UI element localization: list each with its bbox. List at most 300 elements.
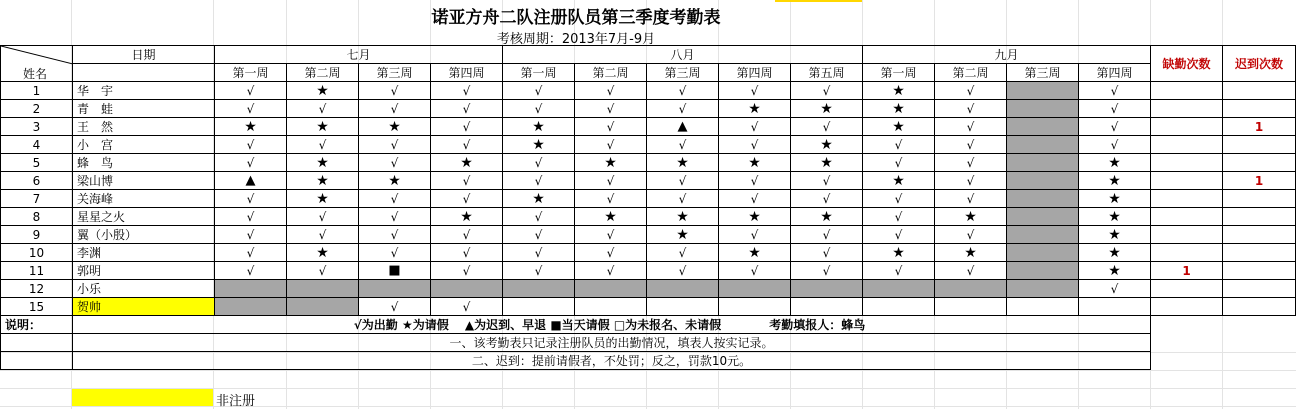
attendance-mark <box>431 172 503 190</box>
attendance-mark <box>359 172 431 190</box>
unavailable-cell <box>719 280 791 298</box>
month-header-aug: 八月 <box>503 46 863 64</box>
check-mark-icon: √ <box>894 227 903 242</box>
check-mark-icon: √ <box>390 137 399 152</box>
attendance-mark <box>503 226 575 244</box>
check-mark-icon: √ <box>894 209 903 224</box>
check-mark-icon: √ <box>894 155 903 170</box>
check-mark-icon: √ <box>462 137 471 152</box>
empty-cell <box>863 298 935 316</box>
week-header: 第二周 <box>935 64 1007 82</box>
attendance-mark <box>935 136 1007 154</box>
member-row <box>1 118 1296 136</box>
attendance-mark <box>503 190 575 208</box>
note-row <box>1 352 1296 370</box>
attendance-mark <box>719 118 791 136</box>
star-icon: ★ <box>748 208 761 225</box>
unavailable-cell <box>1007 154 1079 172</box>
check-mark-icon: √ <box>390 191 399 206</box>
attendance-mark <box>719 154 791 172</box>
blank-header-cell <box>73 64 215 82</box>
attendance-mark <box>1079 208 1151 226</box>
member-number: 12 <box>1 280 73 298</box>
unavailable-cell <box>215 298 287 316</box>
check-mark-icon: √ <box>318 263 327 278</box>
check-mark-icon: √ <box>1110 119 1119 134</box>
check-mark-icon: √ <box>246 227 255 242</box>
attendance-mark <box>431 100 503 118</box>
attendance-mark <box>791 190 863 208</box>
check-mark-icon: √ <box>822 119 831 134</box>
attendance-mark <box>575 136 647 154</box>
attendance-mark <box>863 118 935 136</box>
star-icon: ★ <box>820 208 833 225</box>
member-row <box>1 262 1296 280</box>
late-count <box>1223 100 1296 118</box>
attendance-mark <box>575 100 647 118</box>
check-mark-icon: √ <box>462 83 471 98</box>
attendance-mark <box>719 226 791 244</box>
week-header: 第二周 <box>287 64 359 82</box>
attendance-mark <box>1079 136 1151 154</box>
attendance-mark <box>431 118 503 136</box>
attendance-mark <box>719 262 791 280</box>
check-mark-icon: √ <box>462 191 471 206</box>
blank-cell <box>1 334 73 352</box>
check-mark-icon: √ <box>606 101 615 116</box>
check-mark-icon: √ <box>822 227 831 242</box>
check-mark-icon: √ <box>534 263 543 278</box>
absent-count <box>1151 100 1223 118</box>
unavailable-cell <box>1007 190 1079 208</box>
check-mark-icon: √ <box>822 263 831 278</box>
legend <box>73 316 1151 334</box>
attendance-mark <box>863 154 935 172</box>
triangle-icon: ▲ <box>245 173 256 188</box>
attendance-mark <box>791 262 863 280</box>
attendance-mark <box>719 136 791 154</box>
member-number: 2 <box>1 100 73 118</box>
attendance-mark <box>935 82 1007 100</box>
star-icon: ★ <box>316 118 329 135</box>
check-mark-icon: √ <box>750 83 759 98</box>
blank-cell <box>1151 334 1223 352</box>
check-mark-icon: √ <box>822 245 831 260</box>
late-count <box>1223 226 1296 244</box>
attendance-mark <box>215 82 287 100</box>
check-mark-icon: √ <box>894 137 903 152</box>
attendance-mark <box>935 226 1007 244</box>
check-mark-icon: √ <box>966 227 975 242</box>
attendance-mark <box>791 226 863 244</box>
attendance-mark <box>935 172 1007 190</box>
month-header-sep: 九月 <box>863 46 1151 64</box>
check-mark-icon: √ <box>606 137 615 152</box>
member-name: 星星之火 <box>73 208 215 226</box>
member-row <box>1 298 1296 316</box>
attendance-table <box>0 45 1296 370</box>
check-mark-icon: √ <box>390 155 399 170</box>
attendance-mark <box>215 244 287 262</box>
star-icon: ★ <box>1108 190 1121 207</box>
check-mark-icon: √ <box>318 227 327 242</box>
check-mark-icon: √ <box>534 173 543 188</box>
check-mark-icon: √ <box>678 173 687 188</box>
attendance-mark <box>719 208 791 226</box>
attendance-mark <box>575 82 647 100</box>
attendance-mark <box>1079 172 1151 190</box>
star-icon: ★ <box>676 226 689 243</box>
legend-text: √为出勤 ★为请假 ▲为迟到、早退 ■当天请假 □为未报名、未请假 <box>353 317 722 332</box>
attendance-mark <box>215 154 287 172</box>
attendance-mark <box>575 154 647 172</box>
attendance-mark <box>575 172 647 190</box>
check-mark-icon: √ <box>966 191 975 206</box>
absent-count-header: 缺勤次数 <box>1151 46 1223 82</box>
late-count <box>1223 298 1296 316</box>
check-mark-icon: √ <box>534 101 543 116</box>
non-registered-swatch <box>72 389 213 406</box>
check-mark-icon: √ <box>390 227 399 242</box>
attendance-mark <box>287 82 359 100</box>
member-name: 蜂 鸟 <box>73 154 215 172</box>
corner-header-cell <box>1 46 73 82</box>
check-mark-icon: √ <box>750 227 759 242</box>
star-icon: ★ <box>532 136 545 153</box>
check-mark-icon: √ <box>966 137 975 152</box>
late-count: 1 <box>1223 172 1296 190</box>
check-mark-icon: √ <box>606 83 615 98</box>
member-row <box>1 244 1296 262</box>
week-header: 第一周 <box>215 64 287 82</box>
check-mark-icon: √ <box>750 119 759 134</box>
check-mark-icon: √ <box>246 191 255 206</box>
member-row <box>1 100 1296 118</box>
check-mark-icon: √ <box>390 209 399 224</box>
attendance-mark <box>215 136 287 154</box>
attendance-mark <box>359 100 431 118</box>
absent-count <box>1151 208 1223 226</box>
star-icon: ★ <box>1108 262 1121 279</box>
unavailable-cell <box>1007 100 1079 118</box>
check-mark-icon: √ <box>750 137 759 152</box>
check-mark-icon: √ <box>246 155 255 170</box>
absent-count <box>1151 298 1223 316</box>
attendance-mark <box>647 226 719 244</box>
unavailable-cell <box>431 280 503 298</box>
check-mark-icon: √ <box>822 191 831 206</box>
attendance-mark <box>503 154 575 172</box>
star-icon: ★ <box>316 82 329 99</box>
attendance-mark <box>791 208 863 226</box>
late-count <box>1223 190 1296 208</box>
attendance-mark <box>863 172 935 190</box>
check-mark-icon: √ <box>1110 137 1119 152</box>
check-mark-icon: √ <box>534 155 543 170</box>
check-mark-icon: √ <box>534 83 543 98</box>
star-icon: ★ <box>532 190 545 207</box>
unavailable-cell <box>1007 262 1079 280</box>
attendance-mark <box>215 262 287 280</box>
member-name: 贺帅 <box>73 298 215 316</box>
unavailable-cell <box>1007 280 1079 298</box>
attendance-mark <box>503 244 575 262</box>
star-icon: ★ <box>604 154 617 171</box>
note-text: 一、该考勤表只记录注册队员的出勤情况，填表人按实记录。 <box>73 334 1151 352</box>
attendance-mark <box>575 208 647 226</box>
unavailable-cell <box>1007 244 1079 262</box>
attendance-mark <box>359 298 431 316</box>
attendance-mark <box>359 244 431 262</box>
member-number: 11 <box>1 262 73 280</box>
member-name: 李渊 <box>73 244 215 262</box>
attendance-mark <box>431 154 503 172</box>
check-mark-icon: √ <box>678 245 687 260</box>
check-mark-icon: √ <box>966 173 975 188</box>
attendance-mark <box>431 190 503 208</box>
attendance-mark <box>575 226 647 244</box>
attendance-mark <box>359 190 431 208</box>
attendance-mark <box>863 244 935 262</box>
attendance-mark <box>863 100 935 118</box>
member-number: 9 <box>1 226 73 244</box>
member-name: 青 蛙 <box>73 100 215 118</box>
attendance-mark <box>575 190 647 208</box>
week-header: 第二周 <box>575 64 647 82</box>
absent-count <box>1151 154 1223 172</box>
star-icon: ★ <box>892 244 905 261</box>
attendance-mark <box>287 262 359 280</box>
check-mark-icon: √ <box>606 245 615 260</box>
attendance-mark <box>863 136 935 154</box>
month-header-jul: 七月 <box>215 46 503 64</box>
square-icon: ■ <box>388 263 401 278</box>
late-count <box>1223 82 1296 100</box>
check-mark-icon: √ <box>246 263 255 278</box>
attendance-mark <box>647 100 719 118</box>
empty-cell <box>1079 298 1151 316</box>
attendance-mark <box>863 208 935 226</box>
attendance-mark <box>503 136 575 154</box>
check-mark-icon: √ <box>822 83 831 98</box>
absent-count <box>1151 190 1223 208</box>
unavailable-cell <box>503 280 575 298</box>
check-mark-icon: √ <box>750 173 759 188</box>
member-number: 3 <box>1 118 73 136</box>
attendance-mark <box>1079 262 1151 280</box>
member-number: 1 <box>1 82 73 100</box>
star-icon: ★ <box>460 208 473 225</box>
check-mark-icon: √ <box>678 137 687 152</box>
check-mark-icon: √ <box>966 155 975 170</box>
member-row <box>1 226 1296 244</box>
attendance-mark <box>575 244 647 262</box>
attendance-mark <box>215 100 287 118</box>
check-mark-icon: √ <box>894 263 903 278</box>
star-icon: ★ <box>1108 208 1121 225</box>
check-mark-icon: √ <box>678 83 687 98</box>
attendance-mark <box>215 172 287 190</box>
absent-count <box>1151 172 1223 190</box>
attendance-mark <box>287 100 359 118</box>
member-row <box>1 82 1296 100</box>
attendance-mark <box>791 136 863 154</box>
week-header: 第一周 <box>863 64 935 82</box>
attendance-mark <box>359 136 431 154</box>
attendance-mark <box>647 154 719 172</box>
attendance-mark <box>935 154 1007 172</box>
member-name: 小乐 <box>73 280 215 298</box>
star-icon: ★ <box>964 208 977 225</box>
check-mark-icon: √ <box>1110 281 1119 296</box>
attendance-mark <box>287 226 359 244</box>
unavailable-cell <box>1007 136 1079 154</box>
check-mark-icon: √ <box>606 263 615 278</box>
star-icon: ★ <box>460 154 473 171</box>
attendance-mark <box>719 244 791 262</box>
late-count <box>1223 208 1296 226</box>
star-icon: ★ <box>604 208 617 225</box>
attendance-mark <box>791 172 863 190</box>
check-mark-icon: √ <box>606 173 615 188</box>
check-mark-icon: √ <box>606 191 615 206</box>
member-name: 王 然 <box>73 118 215 136</box>
member-number: 4 <box>1 136 73 154</box>
attendance-mark <box>359 208 431 226</box>
check-mark-icon: √ <box>534 209 543 224</box>
unavailable-cell <box>287 298 359 316</box>
member-row <box>1 172 1296 190</box>
check-mark-icon: √ <box>966 83 975 98</box>
attendance-mark <box>935 208 1007 226</box>
empty-cell <box>719 298 791 316</box>
member-row <box>1 208 1296 226</box>
week-header: 第三周 <box>359 64 431 82</box>
star-icon: ★ <box>820 154 833 171</box>
blank-cell <box>1151 316 1223 334</box>
check-mark-icon: √ <box>318 209 327 224</box>
attendance-mark <box>215 118 287 136</box>
star-icon: ★ <box>748 154 761 171</box>
member-number: 5 <box>1 154 73 172</box>
attendance-mark <box>1079 280 1151 298</box>
member-name: 翼（小殷） <box>73 226 215 244</box>
member-name: 关海峰 <box>73 190 215 208</box>
assessment-period: 考核周期：2013年7月-9月 <box>496 32 656 47</box>
check-mark-icon: √ <box>318 137 327 152</box>
check-mark-icon: √ <box>606 227 615 242</box>
member-row <box>1 190 1296 208</box>
check-mark-icon: √ <box>678 101 687 116</box>
attendance-mark <box>359 82 431 100</box>
empty-cell <box>791 298 863 316</box>
check-mark-icon: √ <box>390 101 399 116</box>
unavailable-cell <box>935 280 1007 298</box>
member-name: 郭明 <box>73 262 215 280</box>
attendance-mark <box>1079 154 1151 172</box>
check-mark-icon: √ <box>534 227 543 242</box>
attendance-mark <box>215 190 287 208</box>
attendance-mark <box>935 118 1007 136</box>
star-icon: ★ <box>892 172 905 189</box>
attendance-mark <box>1079 118 1151 136</box>
attendance-mark <box>719 190 791 208</box>
attendance-mark <box>215 226 287 244</box>
attendance-mark <box>359 262 431 280</box>
check-mark-icon: √ <box>606 119 615 134</box>
unavailable-cell <box>575 280 647 298</box>
late-count <box>1223 154 1296 172</box>
member-name: 梁山博 <box>73 172 215 190</box>
check-mark-icon: √ <box>966 263 975 278</box>
unavailable-cell <box>1007 118 1079 136</box>
star-icon: ★ <box>820 100 833 117</box>
late-count <box>1223 244 1296 262</box>
unavailable-cell <box>1007 172 1079 190</box>
star-icon: ★ <box>244 118 257 135</box>
attendance-mark <box>647 172 719 190</box>
absent-count: 1 <box>1151 262 1223 280</box>
attendance-mark <box>935 100 1007 118</box>
attendance-mark <box>431 298 503 316</box>
check-mark-icon: √ <box>246 83 255 98</box>
name-header: 姓名 <box>23 67 48 81</box>
star-icon: ★ <box>532 118 545 135</box>
attendance-mark <box>287 118 359 136</box>
attendance-mark <box>647 82 719 100</box>
attendance-mark <box>359 118 431 136</box>
blank-cell <box>1151 352 1223 370</box>
check-mark-icon: √ <box>246 245 255 260</box>
star-icon: ★ <box>820 136 833 153</box>
check-mark-icon: √ <box>462 227 471 242</box>
member-row <box>1 154 1296 172</box>
unavailable-cell <box>1007 82 1079 100</box>
star-icon: ★ <box>676 208 689 225</box>
attendance-mark <box>359 154 431 172</box>
star-icon: ★ <box>676 154 689 171</box>
absent-count <box>1151 82 1223 100</box>
triangle-icon: ▲ <box>677 119 688 134</box>
empty-cell <box>935 298 1007 316</box>
explain-row <box>1 316 1296 334</box>
check-mark-icon: √ <box>1110 101 1119 116</box>
attendance-mark <box>863 190 935 208</box>
unavailable-cell <box>287 280 359 298</box>
attendance-mark <box>287 154 359 172</box>
attendance-mark <box>431 244 503 262</box>
blank-cell <box>1223 334 1296 352</box>
attendance-mark <box>431 262 503 280</box>
check-mark-icon: √ <box>750 263 759 278</box>
check-mark-icon: √ <box>678 191 687 206</box>
star-icon: ★ <box>964 244 977 261</box>
absent-count <box>1151 136 1223 154</box>
attendance-mark <box>431 226 503 244</box>
unavailable-cell <box>1007 208 1079 226</box>
attendance-mark <box>575 118 647 136</box>
check-mark-icon: √ <box>390 83 399 98</box>
attendance-mark <box>287 244 359 262</box>
check-mark-icon: √ <box>822 173 831 188</box>
unavailable-cell <box>863 280 935 298</box>
attendance-mark <box>791 118 863 136</box>
star-icon: ★ <box>388 172 401 189</box>
unavailable-cell <box>647 280 719 298</box>
attendance-mark <box>215 208 287 226</box>
attendance-mark <box>431 82 503 100</box>
check-mark-icon: √ <box>678 263 687 278</box>
